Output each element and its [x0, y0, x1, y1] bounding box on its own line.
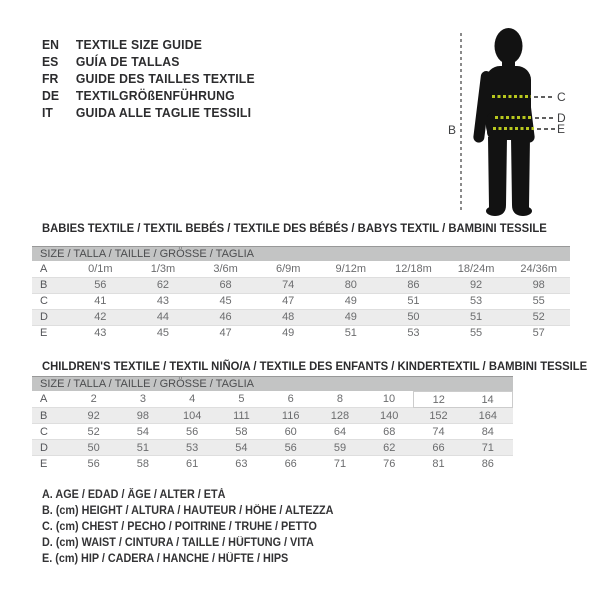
language-code: EN — [42, 37, 59, 52]
chest-leader-line — [534, 96, 554, 98]
size-cell: 63 — [235, 457, 248, 470]
size-cell: 47 — [282, 295, 295, 307]
size-cell: 57 — [532, 327, 545, 340]
size-cell: 66 — [432, 441, 445, 454]
size-cell: 47 — [219, 327, 232, 340]
size-cell: 10 — [382, 393, 396, 406]
size-cell: 45 — [219, 295, 232, 307]
language-title: GUÍA DE TALLAS — [75, 54, 180, 69]
chest-measure-label: C — [557, 90, 566, 104]
size-cell: 68 — [383, 425, 396, 438]
size-cell: 74 — [282, 279, 295, 291]
size-cell: 140 — [380, 409, 399, 422]
legend-item: A. AGE / EDAD / ÂGE / ALTER / ETÀ — [42, 489, 226, 501]
size-cell: 98 — [136, 409, 150, 422]
size-cell: 61 — [186, 457, 199, 470]
size-cell: 53 — [469, 295, 483, 307]
waist-leader-line — [535, 117, 554, 119]
waist-measure-label: D — [557, 111, 566, 125]
size-cell: 152 — [429, 409, 448, 422]
size-cell: 45 — [156, 327, 170, 340]
language-header — [42, 36, 268, 121]
size-cell: 5 — [238, 393, 245, 406]
babies-table-header-bar — [32, 246, 570, 261]
language-row — [42, 70, 255, 87]
size-cell: 14 — [463, 392, 512, 408]
size-row-d — [32, 440, 513, 456]
row-label: E — [40, 327, 48, 340]
size-cell: 74 — [432, 425, 445, 438]
size-cell: 92 — [87, 409, 100, 422]
size-cell: 12 — [414, 392, 463, 408]
size-cell: 8 — [336, 393, 344, 406]
size-cell: 52 — [87, 425, 100, 438]
height-dashed-line — [460, 33, 462, 213]
language-row — [42, 104, 255, 121]
size-cell: 6/9m — [275, 262, 301, 275]
children-size-header: SIZE / TALLA / TAILLE / GRÖSSE / TAGLIA — [40, 378, 254, 390]
size-cell: 55 — [469, 327, 483, 340]
language-code: ES — [42, 54, 59, 69]
language-title: GUIDE DES TAILLES TEXTILE — [75, 71, 255, 86]
size-cell: 24/36m — [520, 262, 558, 275]
size-cell: 56 — [94, 279, 107, 291]
language-title: GUIDA ALLE TAGLIE TESSILI — [75, 105, 252, 120]
hip-leader-line — [537, 128, 555, 130]
language-title: TEXTILGRÖßENFÜHRUNG — [75, 88, 235, 103]
row-label: A — [40, 393, 48, 406]
legend-item: D. (cm) WAIST / CINTURA / TAILLE / HÜFTUNG / VITA — [42, 537, 314, 549]
children-table-header-bar — [32, 376, 513, 391]
size-cell: 43 — [156, 295, 170, 307]
size-cell: 44 — [156, 311, 170, 323]
size-cell: 50 — [87, 441, 100, 454]
size-cell: 54 — [136, 425, 150, 438]
row-label: B — [40, 409, 48, 422]
size-cell: 12/18m — [395, 262, 432, 275]
language-row — [42, 36, 255, 53]
size-row-b — [32, 408, 513, 424]
size-cell: 18/24m — [457, 262, 495, 275]
size-cell: 48 — [282, 311, 295, 323]
size-cell: 104 — [182, 409, 202, 422]
size-row-a — [32, 392, 513, 408]
size-row-a — [32, 261, 570, 277]
row-label: C — [40, 425, 48, 438]
size-cell: 0/1m — [88, 262, 113, 275]
size-cell: 49 — [344, 311, 357, 323]
size-cell: 56 — [284, 441, 297, 454]
size-cell: 56 — [186, 425, 199, 438]
size-cell: 49 — [282, 327, 295, 340]
size-cell: 98 — [532, 279, 545, 291]
row-label: D — [40, 441, 48, 454]
waist-measure-dots — [495, 116, 532, 119]
size-cell: 56 — [87, 457, 100, 470]
size-cell: 3/6m — [213, 262, 238, 275]
size-cell: 51 — [407, 295, 420, 307]
language-title: TEXTILE SIZE GUIDE — [75, 37, 203, 52]
babies-size-header: SIZE / TALLA / TAILLE / GRÖSSE / TAGLIA — [40, 248, 254, 260]
size-cell: 53 — [186, 441, 199, 454]
size-cell: 116 — [281, 409, 300, 422]
size-cell: 55 — [532, 295, 545, 307]
size-cell: 58 — [235, 425, 248, 438]
children-table-title: CHILDREN'S TEXTILE / TEXTIL NIÑO/A / TEXTILE DES ENFANTS / KINDERTEXTIL / BAMBINI TESSILE — [42, 359, 588, 373]
size-cell: 50 — [407, 311, 420, 323]
height-measure-label: B — [448, 123, 457, 137]
language-row — [42, 53, 255, 70]
size-cell: 64 — [333, 425, 347, 438]
size-cell: 76 — [383, 457, 396, 470]
measurement-legend — [42, 487, 352, 567]
babies-table-title: BABIES TEXTILE / TEXTIL BEBÉS / TEXTILE DES BÉBÉS / BABYS TEXTIL / BAMBINI TESSILE — [42, 221, 547, 235]
chest-measure-dots — [492, 95, 531, 98]
size-cell: 68 — [219, 279, 232, 291]
row-label: B — [40, 279, 48, 291]
size-cell: 9/12m — [335, 262, 367, 275]
legend-item: B. (cm) HEIGHT / ALTURA / HAUTEUR / HÖHE / ALTEZZA — [42, 505, 334, 517]
size-cell: 60 — [284, 425, 297, 438]
size-cell: 43 — [94, 327, 107, 340]
size-cell: 52 — [532, 311, 545, 323]
row-label: A — [40, 262, 48, 275]
size-cell: 2 — [90, 393, 97, 406]
child-silhouette-image — [471, 27, 537, 217]
size-cell: 3 — [139, 393, 146, 406]
children-size-table — [32, 391, 513, 472]
size-row-d — [32, 309, 570, 325]
size-cell: 6 — [287, 393, 294, 406]
size-cell: 62 — [383, 441, 396, 454]
size-row-c — [32, 424, 513, 440]
size-cell: 46 — [219, 311, 232, 323]
size-cell: 51 — [136, 441, 150, 454]
size-cell: 49 — [344, 295, 357, 307]
size-cell: 71 — [333, 457, 347, 470]
babies-size-table — [32, 261, 570, 341]
hip-measure-label: E — [557, 122, 566, 136]
language-code: FR — [42, 71, 59, 86]
size-cell: 92 — [469, 279, 483, 291]
size-cell: 53 — [407, 327, 420, 340]
language-row — [42, 87, 255, 104]
size-row-e — [32, 456, 513, 472]
size-cell: 62 — [156, 279, 170, 291]
size-cell: 51 — [469, 311, 483, 323]
size-row-b — [32, 277, 570, 293]
size-cell: 66 — [284, 457, 297, 470]
size-cell: 86 — [481, 457, 494, 470]
size-row-e — [32, 325, 570, 341]
size-cell: 1/3m — [150, 262, 176, 275]
size-cell: 54 — [235, 441, 248, 454]
size-cell: 81 — [432, 457, 445, 470]
size-cell: 164 — [478, 409, 497, 422]
row-label: E — [40, 457, 48, 470]
size-cell: 80 — [344, 279, 357, 291]
size-row-c — [32, 293, 570, 309]
legend-item: C. (cm) CHEST / PECHO / POITRINE / TRUHE / PETTO — [42, 521, 317, 533]
size-cell: 111 — [233, 409, 250, 422]
size-cell: 86 — [407, 279, 420, 291]
legend-item: E. (cm) HIP / CADERA / HANCHE / HÜFTE / HIPS — [42, 553, 289, 565]
size-cell: 4 — [189, 393, 196, 406]
size-cell: 84 — [481, 425, 494, 438]
size-cell: 51 — [344, 327, 357, 340]
row-label: C — [40, 295, 48, 307]
size-cell: 41 — [94, 295, 107, 307]
hip-measure-dots — [493, 127, 534, 130]
size-cell: 71 — [481, 441, 494, 454]
size-cell: 42 — [94, 311, 107, 323]
size-cell: 59 — [333, 441, 347, 454]
size-cell: 128 — [330, 409, 350, 422]
language-code: DE — [42, 88, 59, 103]
size-cell: 58 — [136, 457, 150, 470]
row-label: D — [40, 311, 48, 323]
language-code: IT — [42, 105, 53, 120]
